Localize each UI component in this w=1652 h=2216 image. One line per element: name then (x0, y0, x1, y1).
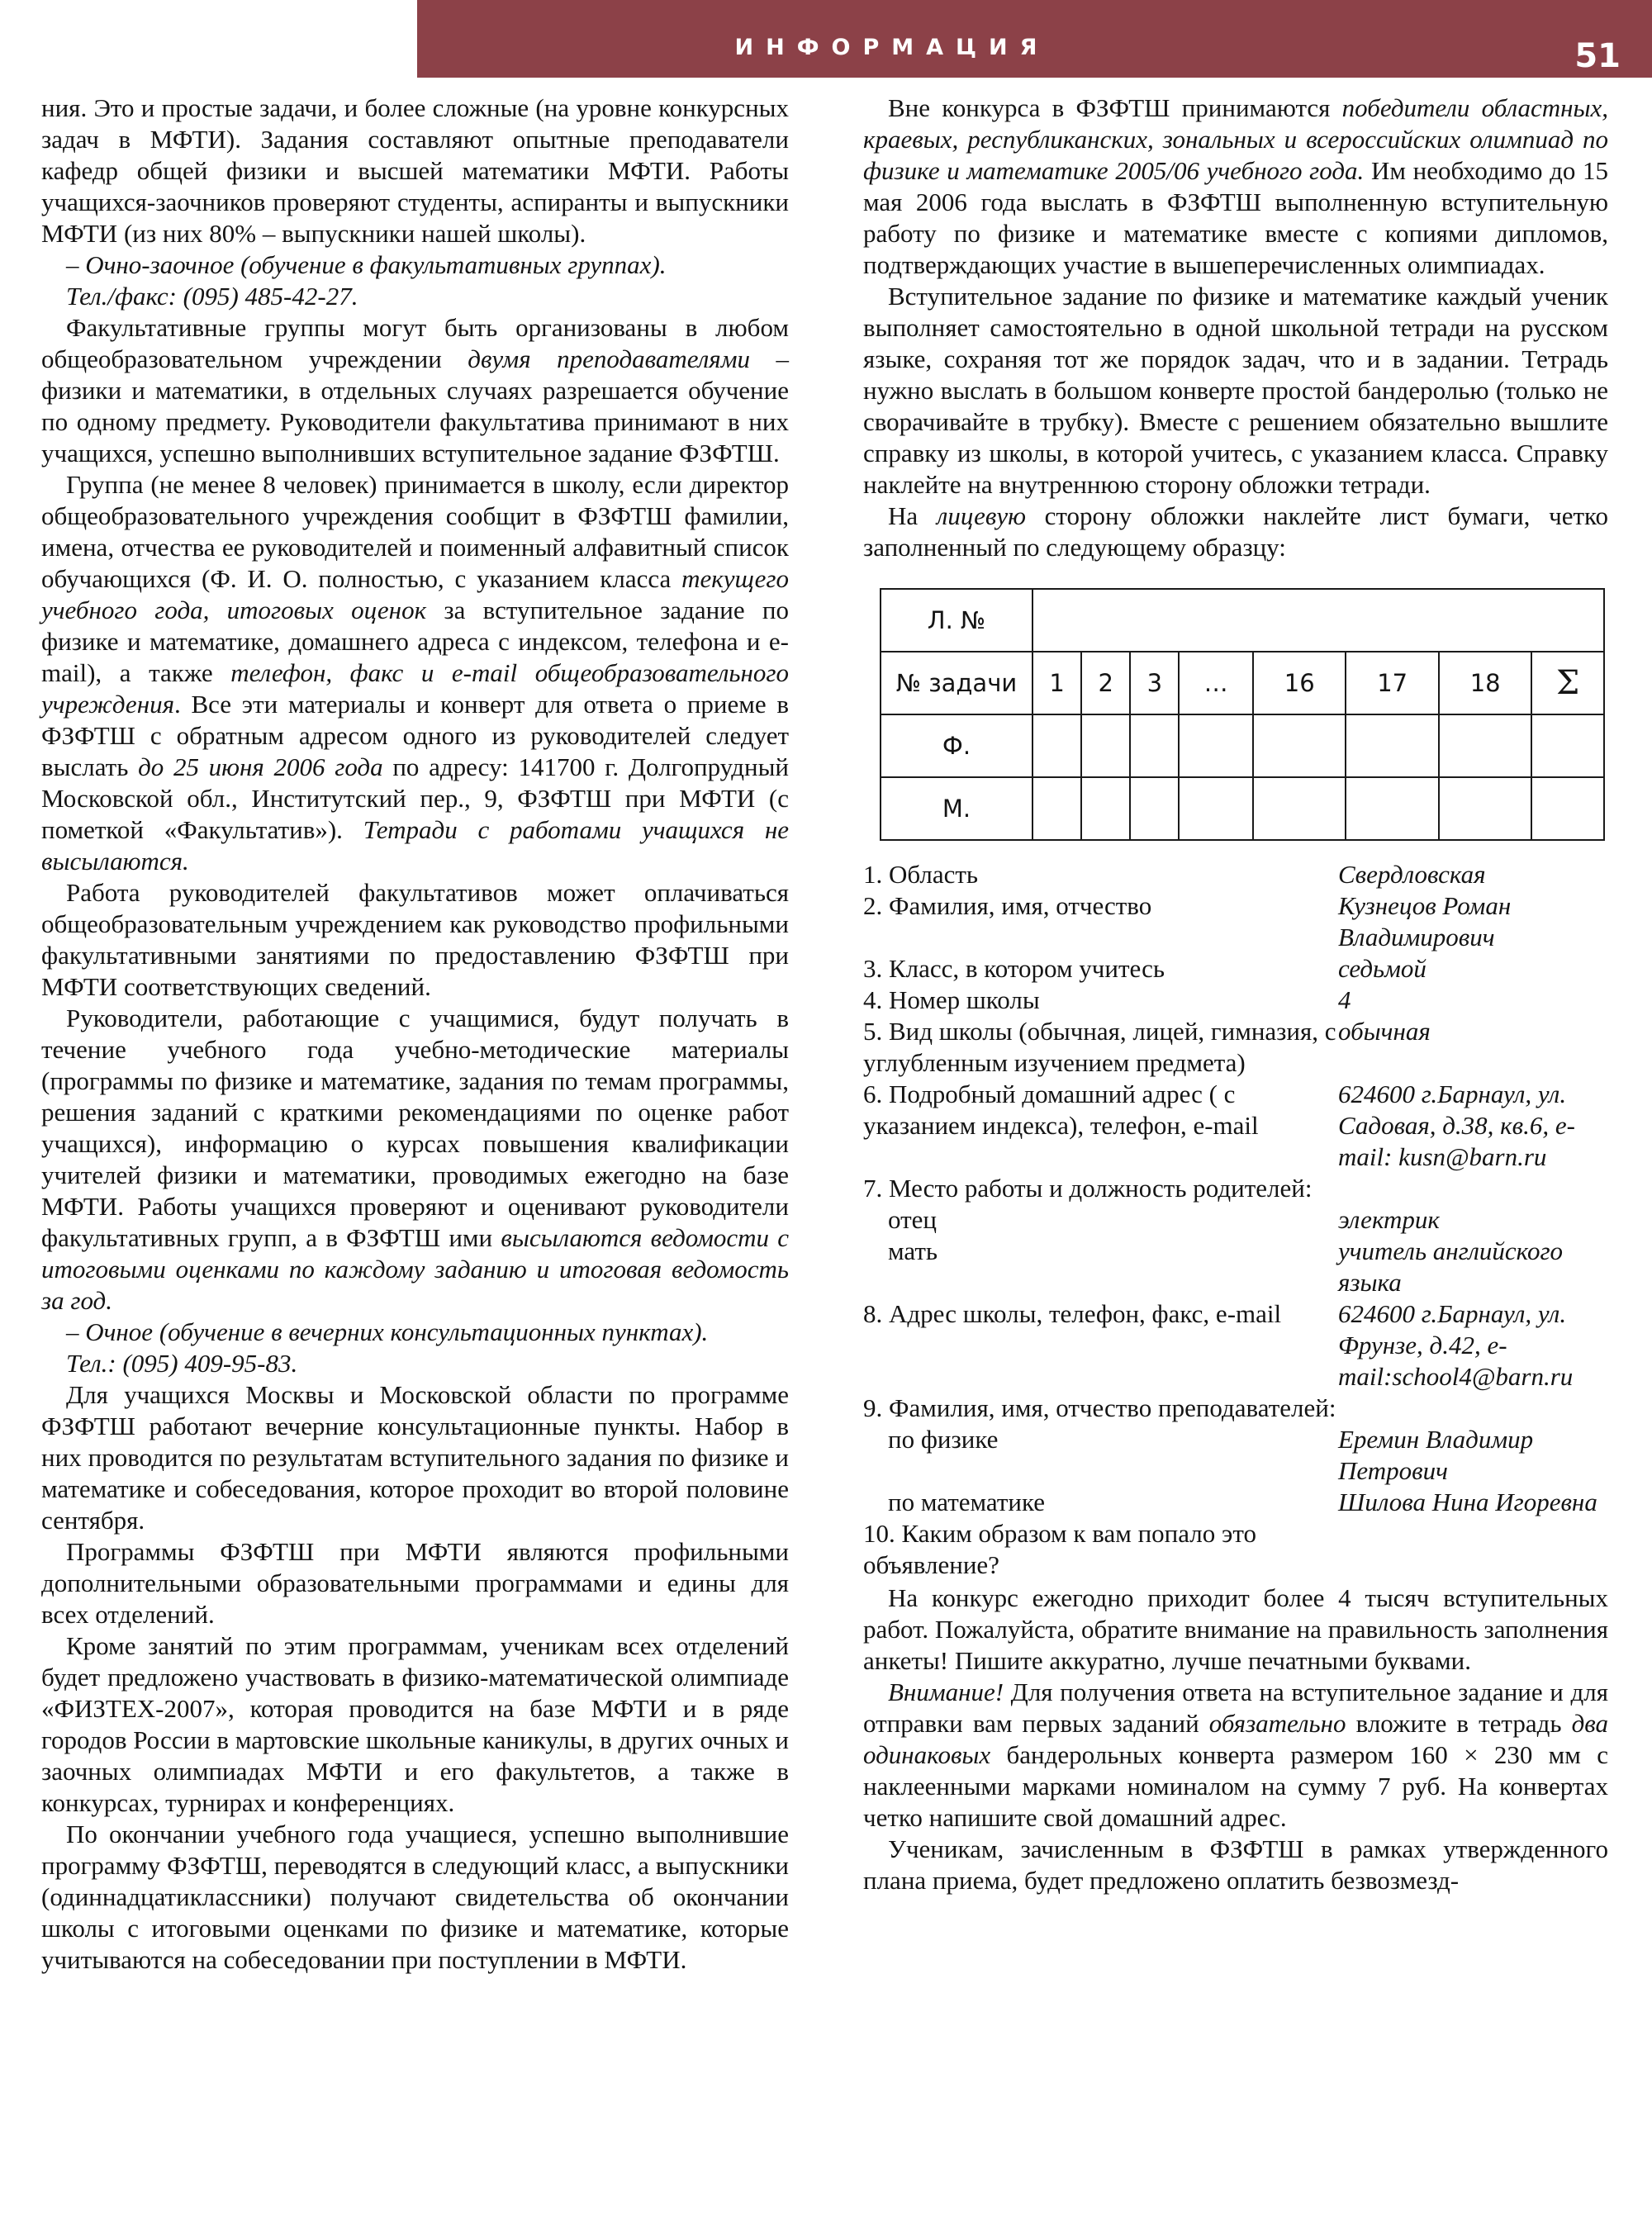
paragraph: Группа (не менее 8 человек) принимается в школу, если директор общеобразовательного учреждения сообщит в ФЗФТШ фамилии, имена, отчества ее руководителей и поименный алфавитный список обучающихся (Ф. И. О. полностью, с указанием класса текущего учебного года, итоговых оценок за вступительное задание по физике и математике, домашнего адреса с индексом, телефона и e-mail), а также телефон, факс и e-mail общеобразовательного учреждения. Все эти материалы и конверт для ответа о приеме в ФЗФТШ с обратным адресом одного из руководителей следует выслать до 25 июня 2006 года по адресу: 141700 г. Долгопрудный Московской обл., Институтский пер., 9, ФЗФТШ при МФТИ (с пометкой «Факультатив»). Тетради с работами учащихся не высылаются. (41, 470, 790, 875)
form-sample-list (863, 859, 1608, 1581)
cell-empty (1130, 777, 1179, 840)
cell-empty (1032, 777, 1081, 840)
sigma-symbol: Σ (1531, 652, 1604, 714)
cell-task: 1 (1032, 652, 1081, 714)
form-row: 2. Фамилия, имя, отчество Кузнецов Роман Владимирович (863, 891, 1512, 951)
form-row: мать учитель английского языка (888, 1236, 1564, 1297)
cell-empty (1439, 714, 1531, 777)
contact-phone-fax: Тел./факс: (095) 485-42-27. (66, 282, 358, 311)
paragraph: Программы ФЗФТШ при МФТИ являются профильными дополнительными образовательными программами и едины для всех отделений. (41, 1537, 789, 1629)
cell-empty (1081, 714, 1130, 777)
cell-lnum: Л. № (881, 589, 1032, 652)
mode-ochno-zaochnoe: – Очно-заочное (обучение в факультативных группах). (66, 250, 667, 279)
form-row: по физике Еремин Владимир Петрович (888, 1425, 1534, 1485)
paragraph: На конкурс ежегодно приходит более 4 тысяч вступительных работ. Пожалуйста, обратите внимание на правильность заполнения анкеты! Пишите аккуратно, лучше печатными буквами. (863, 1583, 1608, 1675)
cell-empty (1179, 777, 1253, 840)
cell-empty (1179, 714, 1253, 777)
paragraph: Внимание! Для получения ответа на вступительное задание и для отправки вам первых заданий обязательно вложите в тетрадь два одинаковых бандерольных конверта размером 160 × 230 мм с наклеенными марками номиналом на сумму 7 руб. На конвертах четко напишите свой домашний адрес. (863, 1677, 1608, 1832)
cell-task: … (1179, 652, 1253, 714)
cell-task: 18 (1439, 652, 1531, 714)
paragraph: Для учащихся Москвы и Московской области по программе ФЗФТШ работают вечерние консультационные пункты. Набор в них проводится по результатам вступительного задания по физике и математике и собеседования, которое проходит во второй половине сентября. (41, 1380, 789, 1535)
cell-task: 16 (1253, 652, 1346, 714)
paragraph: На лицевую сторону обложки наклейте лист бумаги, четко заполненный по следующему образцу: (863, 501, 1608, 562)
cell-physics: Ф. (881, 714, 1032, 777)
cover-sheet-table (880, 588, 1605, 841)
cell-empty (1346, 714, 1438, 777)
paragraph: Кроме занятий по этим программам, ученикам всех отделений будет предложено участвовать в физико-математической олимпиаде «ФИЗТЕХ-2007», которая проводится на базе МФТИ и в ряде городов России в мартовские школьные каникулы, в других очных и заочных олимпиадах МФТИ и его факультетов, а также в конкурсах, турнирах и конференциях. (41, 1631, 789, 1817)
form-row: 8. Адрес школы, телефон, факс, e-mail 624600 г.Барнаул, ул. Фрунзе, д.42, e-mail:school4@barn.ru (863, 1299, 1574, 1391)
page-number: 51 (1574, 37, 1621, 75)
left-column (41, 93, 789, 1976)
form-row: по математике Шилова Нина Игоревна (888, 1488, 1597, 1516)
cell-empty (1253, 777, 1346, 840)
paragraph: Руководители, работающие с учащимися, будут получать в течение учебного года учебно-методические материалы (программы по физике и математике, задания по темам программы, решения заданий с краткими рекомендациями по оценке работ учащихся), информацию о курсах повышения квалификации учителей физики и математики, проводимых ежегодно на базе МФТИ. Работы учащихся проверяют и оценивают руководители факультативных групп, а в ФЗФТШ ими высылаются ведомости с итоговыми оценками по каждому заданию и итоговая ведомость за год. (41, 1004, 789, 1315)
cell-math: М. (881, 777, 1032, 840)
cell-empty (1130, 714, 1179, 777)
form-row: 5. Вид школы (обычная, лицей, гимназия, с углубленным изучением предмета) обычная (863, 1017, 1431, 1077)
right-column (863, 93, 1608, 1896)
cell-task: 3 (1130, 652, 1179, 714)
form-row: 6. Подробный домашний адрес ( с указанием индекса), телефон, e-mail 624600 г.Барнаул, ул. Садовая, д.38, кв.6, e-mail: kusn@barn.ru (863, 1080, 1575, 1171)
section-title: ИНФОРМАЦИЯ (734, 35, 1050, 60)
form-row: отец электрик (888, 1205, 1440, 1234)
cell-empty (1253, 714, 1346, 777)
contact-phone: Тел.: (095) 409-95-83. (66, 1349, 298, 1378)
form-row: 3. Класс, в котором учитесь седьмой (863, 954, 1427, 983)
cell-empty (1081, 777, 1130, 840)
mode-ochnoe: – Очное (обучение в вечерних консультационных пунктах). (66, 1317, 709, 1346)
cell-empty (1439, 777, 1531, 840)
cell-empty (1032, 589, 1604, 652)
paragraph: Вне конкурса в ФЗФТШ принимаются победители областных, краевых, республиканских, зональных и всероссийских олимпиад по физике и математике 2005/06 учебного года. Им необходимо до 15 мая 2006 года выслать в ФЗФТШ выполненную вступительную работу по физике и математике вместе с копиями дипломов, подтверждающих участие в вышеперечисленных олимпиадах. (863, 93, 1608, 279)
paragraph: Факультативные группы могут быть организованы в любом общеобразовательном учреждении двумя преподавателями – физики и математики, в отдельных случаях разрешается обучение по одному предмету. Руководители факультатива принимают в них учащихся, успешно выполнивших вступительное задание ФЗФТШ. (41, 313, 789, 467)
cell-task: 2 (1081, 652, 1130, 714)
cell-empty (1346, 777, 1438, 840)
form-row: 7. Место работы и должность родителей: (863, 1174, 1313, 1203)
paragraph: Вступительное задание по физике и математике каждый ученик выполняет самостоятельно в одной школьной тетради на русском языке, сохраняя тот же порядок задач, что и в задании. Тетрадь нужно выслать в большом конверте простой бандеролью (только не сворачивайте в трубку). Вместе с решением обязательно вышлите справку из школы, в которой учитесь, с указанием класса. Справку наклейте на внутреннюю сторону обложки тетради. (863, 282, 1608, 499)
cell-empty (1531, 714, 1604, 777)
cell-task: 17 (1346, 652, 1438, 714)
form-row: 10. Каким образом к вам попало это объявление? (863, 1519, 1256, 1579)
form-row: 4. Номер школы 4 (863, 985, 1351, 1014)
paragraph: Работа руководителей факультативов может оплачиваться общеобразовательным учреждением как руководство профильными факультативными занятиями по предоставлению ФЗФТШ при МФТИ соответствующих сведений. (41, 878, 789, 1001)
form-row: 9. Фамилия, имя, отчество преподавателей: (863, 1393, 1336, 1422)
cell-empty (1032, 714, 1081, 777)
cell-task-num: № задачи (881, 652, 1032, 714)
paragraph: По окончании учебного года учащиеся, успешно выполнившие программу ФЗФТШ, переводятся в следующий класс, а выпускники (одиннадцатиклассники) получают свидетельства об окончании школы с итоговыми оценками по физике и математике, которые учитываются на собеседовании при поступлении в МФТИ. (41, 1820, 789, 1974)
cell-empty (1531, 777, 1604, 840)
paragraph: ния. Это и простые задачи, и более сложные (на уровне конкурсных задач в МФТИ). Задания составляют опытные преподаватели кафедр общей физики и высшей математики МФТИ. Работы учащихся-заочников проверяют студенты, аспиранты и выпускники МФТИ (из них 80% – выпускники нашей школы). (41, 93, 789, 248)
paragraph: Ученикам, зачисленным в ФЗФТШ в рамках утвержденного плана приема, будет предложено оплатить безвозмезд- (863, 1834, 1608, 1895)
form-row: 1. Область Свердловская (863, 860, 1486, 889)
